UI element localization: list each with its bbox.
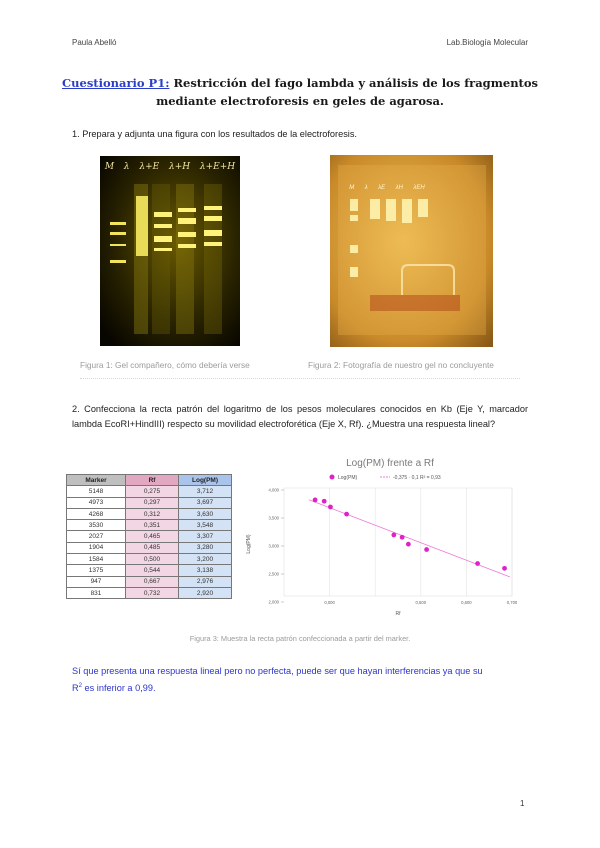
x-axis-label: Rf bbox=[395, 611, 401, 617]
figure-2-caption: Figura 2: Fotografía de nuestro gel no concluyente bbox=[308, 360, 494, 370]
gel-photo-2-drawing bbox=[330, 155, 493, 347]
y-tick-label: 2,500 bbox=[268, 571, 279, 577]
header-author: Paula Abelló bbox=[72, 38, 117, 47]
table-row bbox=[67, 497, 232, 508]
plot-frame bbox=[284, 488, 512, 596]
cell-marker: 4268 bbox=[67, 508, 126, 519]
table-row bbox=[67, 520, 232, 531]
table-row bbox=[67, 565, 232, 576]
answer-line-2 bbox=[72, 679, 532, 696]
data-point bbox=[406, 542, 411, 547]
gel-2-lane-label: M bbox=[349, 185, 355, 191]
answer-rest: es inferior a 0,99. bbox=[81, 683, 156, 694]
page-number: 1 bbox=[520, 799, 525, 808]
gel-2-lane-label: λ bbox=[364, 185, 368, 191]
table-row bbox=[67, 587, 232, 598]
cell-rf: 0,485 bbox=[126, 542, 179, 553]
gel-photo-2 bbox=[330, 155, 493, 347]
data-point bbox=[328, 505, 333, 510]
gel-1-lane-labels bbox=[100, 162, 240, 172]
x-tick-label: 0,500 bbox=[415, 600, 427, 605]
column-header-logpm: Log(PM) bbox=[179, 475, 232, 486]
cell-rf: 0,351 bbox=[126, 520, 179, 531]
log-pm-chart bbox=[240, 452, 530, 620]
cell-marker: 5148 bbox=[67, 486, 126, 497]
document-title bbox=[0, 74, 600, 110]
gel-1-lane-label: λ+E+H bbox=[199, 162, 236, 172]
cell-rf: 0,667 bbox=[126, 576, 179, 587]
plot-area bbox=[269, 488, 518, 606]
y-tick-label: 4,000 bbox=[268, 487, 279, 493]
figure-3-caption: Figura 3: Muestra la recta patrón confeccionada a partir del marker. bbox=[189, 634, 411, 643]
cell-marker: 4973 bbox=[67, 497, 126, 508]
table-row bbox=[67, 531, 232, 542]
x-tick-label: 0,700 bbox=[506, 600, 518, 605]
header-course: Lab.Biología Molecular bbox=[446, 38, 528, 47]
cell-logpm: 2,920 bbox=[179, 587, 232, 598]
x-tick-label: 0,600 bbox=[461, 600, 472, 605]
data-point bbox=[344, 512, 349, 517]
answer-sup: 2 bbox=[78, 683, 82, 689]
cell-logpm: 3,307 bbox=[179, 531, 232, 542]
legend-label-series: Log(PM) bbox=[338, 475, 358, 481]
cell-rf: 0,312 bbox=[126, 508, 179, 519]
cell-marker: 831 bbox=[67, 587, 126, 598]
cell-rf: 0,275 bbox=[126, 486, 179, 497]
y-axis-label: Log(PM) bbox=[246, 534, 252, 554]
gel-photo-1 bbox=[100, 156, 240, 346]
cell-rf: 0,465 bbox=[126, 531, 179, 542]
gel-1-lane-label: λ+H bbox=[169, 162, 191, 172]
gel-1-lane-label: λ bbox=[123, 162, 130, 172]
title-line1: Restricción del fago lambda y análisis de los fragmentos bbox=[169, 76, 539, 90]
gel-1-lane-label: M bbox=[104, 162, 115, 172]
cell-rf: 0,544 bbox=[126, 565, 179, 576]
table-body bbox=[67, 486, 232, 599]
answer-paragraph bbox=[72, 664, 532, 696]
gel-2-lane-label: λE bbox=[378, 185, 386, 191]
title-line2: mediante electroforesis en geles de agarosa. bbox=[156, 94, 444, 108]
cell-marker: 1904 bbox=[67, 542, 126, 553]
cell-marker: 947 bbox=[67, 576, 126, 587]
data-point bbox=[391, 533, 396, 538]
figure-1-caption: Figura 1: Gel compañero, cómo debería verse bbox=[80, 360, 250, 370]
column-header-marker: Marker bbox=[67, 475, 126, 486]
table-row bbox=[67, 576, 232, 587]
answer-line-1: Sí que presenta una respuesta lineal pero no perfecta, puede ser que hayan interferencias ya que su bbox=[72, 666, 483, 676]
table-row bbox=[67, 542, 232, 553]
data-point bbox=[475, 561, 480, 566]
data-point bbox=[400, 535, 405, 540]
question-1: 1. Prepara y adjunta una figura con los resultados de la electroforesis. bbox=[72, 129, 357, 139]
caption-divider bbox=[80, 378, 520, 379]
cell-logpm: 3,630 bbox=[179, 508, 232, 519]
column-header-rf: Rf bbox=[126, 475, 179, 486]
x-tick-label: 0,000 bbox=[324, 600, 335, 605]
table-header-row bbox=[67, 475, 232, 486]
cell-rf: 0,732 bbox=[126, 587, 179, 598]
title-link[interactable]: Cuestionario P1: bbox=[61, 76, 170, 90]
y-tick-label: 3,000 bbox=[268, 543, 279, 549]
gel-2-lane-label: λEH bbox=[413, 185, 425, 191]
data-point bbox=[424, 547, 429, 552]
cell-logpm: 3,697 bbox=[179, 497, 232, 508]
y-tick-label: 2,000 bbox=[268, 599, 279, 605]
table-row bbox=[67, 554, 232, 565]
legend-marker bbox=[330, 475, 335, 480]
cell-marker: 1375 bbox=[67, 565, 126, 576]
answer-r: R bbox=[72, 683, 79, 694]
cell-logpm: 3,200 bbox=[179, 554, 232, 565]
data-point bbox=[322, 499, 327, 504]
legend-label-trend: -0,375 · 0,1 R² = 0,93 bbox=[393, 475, 441, 481]
gel-1-lane-label: λ+E bbox=[139, 162, 160, 172]
cell-logpm: 2,976 bbox=[179, 576, 232, 587]
data-point bbox=[313, 498, 318, 503]
cell-marker: 3530 bbox=[67, 520, 126, 531]
cell-rf: 0,297 bbox=[126, 497, 179, 508]
cell-rf: 0,500 bbox=[126, 554, 179, 565]
y-tick-label: 3,500 bbox=[268, 515, 279, 521]
marker-table bbox=[66, 474, 232, 599]
gel-photo-1-drawing bbox=[100, 156, 240, 346]
table-row bbox=[67, 486, 232, 497]
cell-marker: 1584 bbox=[67, 554, 126, 565]
cell-logpm: 3,548 bbox=[179, 520, 232, 531]
cell-logpm: 3,138 bbox=[179, 565, 232, 576]
table-row bbox=[67, 508, 232, 519]
data-point bbox=[502, 566, 507, 571]
gel-2-lane-label: λH bbox=[395, 185, 403, 191]
cell-marker: 2027 bbox=[67, 531, 126, 542]
chart-title: Log(PM) frente a Rf bbox=[346, 458, 434, 469]
question-2: 2. Confecciona la recta patrón del logaritmo de los pesos moleculares conocidos en Kb (Eje Y, marcador lambda EcoRI+HindIII) respecto su movilidad electroforética (Eje X, Rf). ¿Muestra una respuesta lineal? bbox=[72, 404, 528, 429]
gel-2-lane-labels bbox=[344, 185, 430, 191]
chart-legend bbox=[330, 475, 441, 482]
cell-logpm: 3,712 bbox=[179, 486, 232, 497]
cell-logpm: 3,280 bbox=[179, 542, 232, 553]
